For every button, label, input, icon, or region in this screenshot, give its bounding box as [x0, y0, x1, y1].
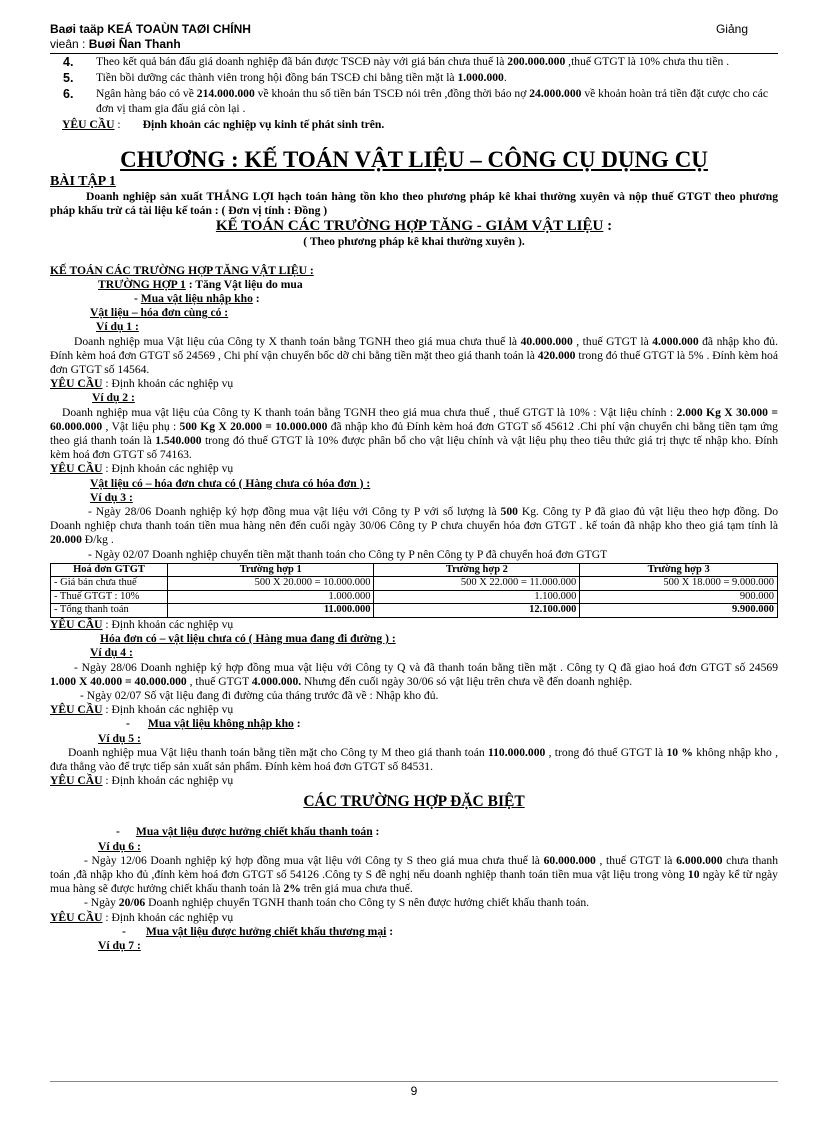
header-author-label: vieân :	[50, 37, 89, 51]
requirement-line: YÊU CẦU : Định khoản các nghiệp vụ kinh tế phát sinh trên.	[62, 117, 385, 131]
example-label: Ví dụ 4 :	[90, 646, 133, 660]
table-cell: - Tổng thanh toán	[51, 604, 168, 618]
requirement-line: YÊU CẦU : Định khoản các nghiệp vụ	[50, 617, 234, 631]
table-cell: 1.100.000	[374, 590, 580, 604]
requirement-line: YÊU CẦU : Định khoản các nghiệp vụ	[50, 703, 234, 717]
example-label: Ví dụ 6 :	[98, 839, 141, 853]
heading-hd-chua-vl: Hóa đơn có – vật liệu chưa có ( Hàng mua đang đi đường ) :	[100, 632, 396, 646]
example-label: Ví dụ 5 :	[98, 731, 141, 745]
table-cell: 500 X 20.000 = 10.000.000	[168, 577, 374, 591]
heading-vl-chua-hd: Vật liệu có – hóa đơn chưa có ( Hàng chưa có hóa đơn ) :	[90, 476, 371, 490]
table-cell: 9.900.000	[580, 604, 778, 618]
header-author-line	[50, 37, 778, 52]
document-page	[50, 22, 778, 953]
header-title: Baøi taäp KEÁ TOAÙN TAØI CHÍNH	[50, 22, 251, 36]
table-cell: - Giá bán chưa thuế	[51, 577, 168, 591]
table-cell: 500 X 18.000 = 9.000.000	[580, 577, 778, 591]
table-cell: 11.000.000	[168, 604, 374, 618]
list-item: 6. Ngân hàng báo có về 214.000.000 về khoản thu số tiền bán TSCĐ nói trên ,đồng thời báo nợ 24.000.000 về khoản hoàn trả tiền đặt cược cho các đơn vị tham gia đấu giá còn lại .	[63, 87, 768, 115]
example-label: Ví dụ 1 :	[96, 320, 139, 334]
heading-chiet-khau-thanh-toan: - Mua vật liệu được hưởng chiết khấu thanh toán :	[116, 825, 380, 839]
table-header-cell: Trường hợp 1	[168, 563, 374, 577]
example-3-line-2: - Ngày 02/07 Doanh nghiệp chuyển tiền mặt thanh toán cho Công ty P nên Công ty P đã chuyển hoá đơn GTGT	[88, 547, 608, 561]
table-row	[51, 604, 778, 618]
heading-mua-khong-nhap-kho: - Mua vật liệu không nhập kho :	[126, 717, 301, 731]
example-6-line-2: - Ngày 20/06 Doanh nghiệp chuyển TGNH thanh toán cho Công ty S nên được hưởng chiết khấu thanh toán.	[84, 896, 590, 910]
numbered-list	[50, 55, 778, 116]
table-header-cell: Trường hợp 3	[580, 563, 778, 577]
intro-paragraph: Doanh nghiệp sản xuất THẮNG LỢI hạch toán hàng tồn kho theo phương pháp kê khai thường xuyên và nộp thuế GTGT theo phương pháp khấu trừ cá tài liệu kế toán : ( Đơn vị tính : Đồng )	[50, 190, 778, 218]
example-1-text: Doanh nghiệp mua Vật liệu của Công ty X thanh toán bằng TGNH theo giá mua chưa thuế là 40.000.000 , thuế GTGT là 4.000.000 đã nhập kho đủ. Đính kèm hoá đơn GTGT số 24569 , Chi phí vận chuyển bốc dỡ chi bằng tiền mặt theo giá thanh toán là 420.000 trong đó thuế GTGT là 5% . Đính kèm hoá đơn GTGT số 14564.	[50, 334, 778, 377]
example-3-text: - Ngày 28/06 Doanh nghiệp ký hợp đồng mua vật liệu với Công ty P với số lượng là 500 Kg. Công ty P đã giao đủ vật liệu theo hợp đồng. Do Doanh nghiệp chưa thanh toán tiền mua hàng nên đến cuối ngày 30/06 Công ty P chưa chuyển hóa đơn GTGT . kế toán đã nhập kho theo giá tạm tính là 20.000 Đ/kg .	[50, 505, 778, 547]
case-title: TRƯỜNG HỢP 1 : Tăng Vật liệu do mua	[98, 277, 303, 291]
requirement-line: YÊU CẦU : Định khoản các nghiệp vụ	[50, 377, 234, 391]
table-cell: 500 X 22.000 = 11.000.000	[374, 577, 580, 591]
chapter-title: CHƯƠNG : KẾ TOÁN VẬT LIỆU – CÔNG CỤ DỤNG CỤ	[120, 147, 708, 173]
page-number: 9	[410, 1084, 418, 1098]
requirement-line: YÊU CẦU : Định khoản các nghiệp vụ	[50, 462, 234, 476]
example-label: Ví dụ 2 :	[92, 391, 135, 405]
list-item: 4. Theo kết quả bán đấu giá doanh nghiệp đã bán được TSCĐ này với giá bán chưa thuế là 200.000.000 ,thuế GTGT là 10% chưa thu tiền .	[63, 55, 730, 69]
example-label: Ví dụ 3 :	[90, 490, 133, 504]
example-4-text: - Ngày 28/06 Doanh nghiệp ký hợp đồng mua vật liệu với Công ty Q và đã thanh toán bằng tiền mặt . Công ty Q đã giao hoá đơn GTGT số 24569 1.000 X 40.000 = 40.000.000 , thuế GTGT 4.000.000. Nhưng đến cuối ngày 30/06 só vật liệu trên chưa về đến doanh nghiệp.	[50, 660, 778, 688]
table-header-row	[51, 563, 778, 577]
heading-chiet-khau-thuong-mai: - Mua vật liệu được hưởng chiết khấu thương mại :	[122, 924, 394, 938]
table-row	[51, 577, 778, 591]
table-header-cell: Hoá đơn GTGT	[51, 563, 168, 577]
subsection-title: KẾ TOÁN CÁC TRƯỜNG HỢP TĂNG VẬT LIỆU :	[50, 263, 314, 277]
list-item: 5. Tiền bồi dưỡng các thành viên trong hội đồng bán TSCĐ chi bằng tiền mặt là 1.000.000.	[63, 71, 507, 86]
requirement-line: YÊU CẦU : Định khoản các nghiệp vụ	[50, 910, 234, 924]
table-cell: 12.100.000	[374, 604, 580, 618]
page-header	[50, 22, 778, 54]
example-6-text: - Ngày 12/06 Doanh nghiệp ký hợp đồng mua vật liệu với Công ty S theo giá mua chưa thuế là 60.000.000 , thuế GTGT là 6.000.000 chưa thanh toán ,đã nhập kho đủ ,đính kèm hoá đơn GTGT số 54126 .Công ty S đề nghị nếu doanh nghiệp thanh toán tiền mua vật liệu trong vòng 10 ngày kể từ ngày mua hàng sẽ được hưởng chiết khấu thanh toán là 2% trên giá mua chưa thuế.	[50, 853, 778, 896]
example-label: Ví dụ 7 :	[98, 938, 141, 952]
table-cell: 900.000	[580, 590, 778, 604]
table-cell: 1.000.000	[168, 590, 374, 604]
section-title: KẾ TOÁN CÁC TRƯỜNG HỢP TĂNG - GIẢM VẬT LIỆU :	[215, 218, 613, 235]
header-right-text: Giảng	[715, 22, 748, 36]
heading-vl-hd-cung-co: Vật liệu – hóa đơn cùng có :	[90, 306, 229, 320]
special-cases-title: CÁC TRƯỜNG HỢP ĐẶC BIỆT	[303, 793, 525, 811]
exercise-title: BÀI TẬP 1	[50, 174, 116, 190]
heading-mua-nhap-kho: - Mua vật liệu nhập kho :	[134, 292, 260, 306]
table-header-cell: Trường hợp 2	[374, 563, 580, 577]
header-author-name: Buøi Ñan Thanh	[88, 37, 181, 51]
example-5-text: Doanh nghiệp mua Vật liệu thanh toán bằng tiền mặt cho Công ty M theo giá thanh toán 110.000.000 , trong đó thuế GTGT là 10 % không nhập kho , đưa thẳng vào để trực tiếp sản xuất sản phẩm. Đính kèm hoá đơn GTGT số 84531.	[50, 745, 778, 773]
page-footer	[50, 1081, 778, 1098]
table-row	[51, 590, 778, 604]
table-cell: - Thuế GTGT : 10%	[51, 590, 168, 604]
example-4-line-2: - Ngày 02/07 Số vật liệu đang đi đường của tháng trước đã về : Nhập kho đủ.	[80, 688, 439, 702]
example-2-text: Doanh nghiệp mua vật liệu của Công ty K thanh toán bằng TGNH theo giá mua chưa thuế , thuế GTGT là 10% : Vật liệu chính : 2.000 Kg X 30.000 = 60.000.000 , Vật liệu phụ : 500 Kg X 20.000 = 10.000.000 đã nhập kho đủ Đính kèm hoá đơn GTGT số 45612 .Chi phí vận chuyển chi bằng tiền tạm ứng theo giá thanh toán là 1.540.000 trong đó thuế GTGT là 10% được phân bổ cho vật liệu chính và vật liệu phụ theo tiêu thức giá trị thực tế nhập kho. Đính kèm hoá đơn GTGT số 74163.	[50, 405, 779, 462]
section-subtitle: ( Theo phương pháp kê khai thường xuyên ).	[303, 235, 525, 249]
invoice-table	[50, 563, 778, 618]
requirement-line: YÊU CẦU : Định khoản các nghiệp vụ	[50, 774, 234, 788]
